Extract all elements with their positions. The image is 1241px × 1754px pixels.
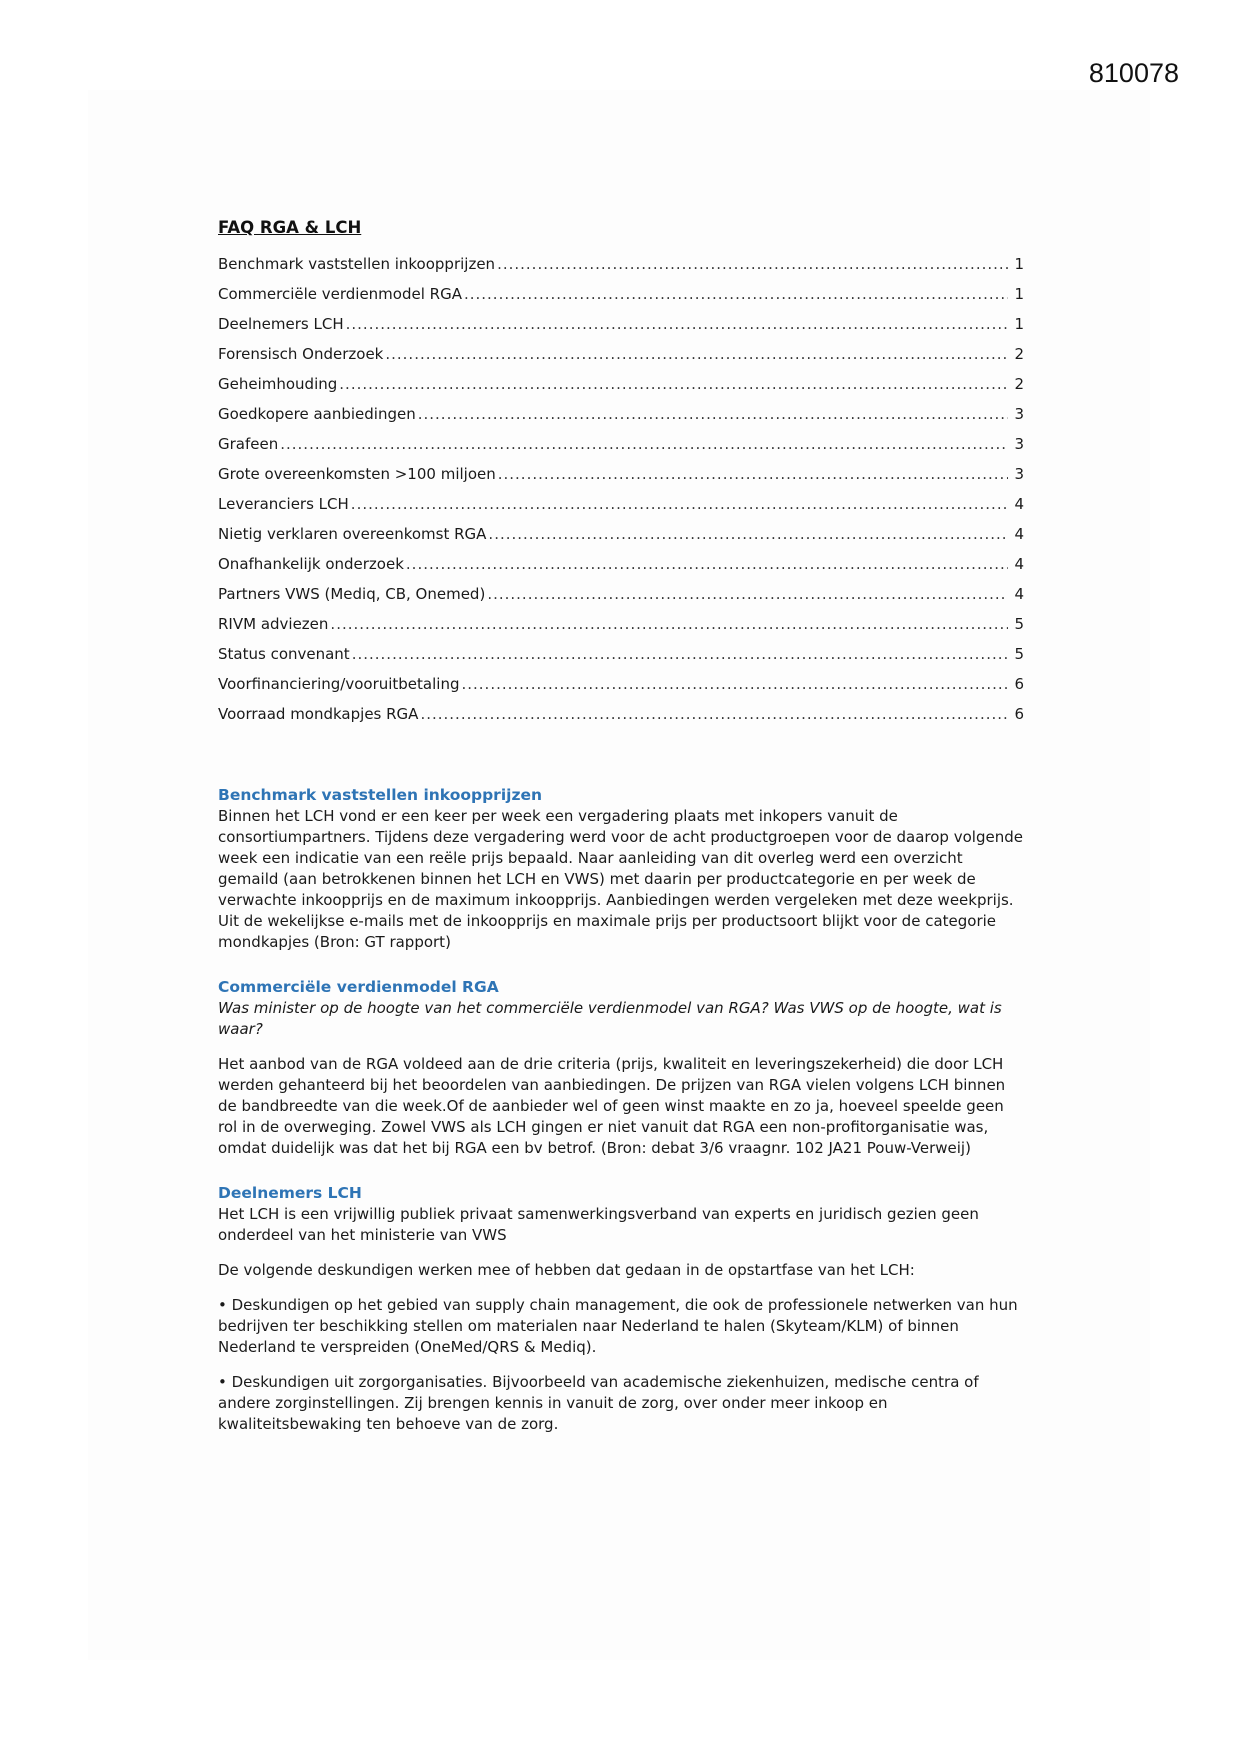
toc-label: Nietig verklaren overeenkomst RGA [218,525,487,543]
toc-page-number: 4 [1014,495,1024,513]
toc-label: Geheimhouding [218,375,338,393]
toc-page-number: 3 [1014,405,1024,423]
toc-label: Deelnemers LCH [218,315,344,333]
toc-item[interactable] [218,495,1024,525]
toc-page-number: 3 [1014,465,1024,483]
toc-leader-dots [487,585,1008,603]
section-paragraph: Het aanbod van de RGA voldeed aan de drie criteria (prijs, kwaliteit en leveringszekerheid) die door LCH werden gehanteerd bij het beoordelen van aanbiedingen. De prijzen van RGA vielen volgens LCH binnen de bandbreedte van die week.Of de aanbieder wel of geen winst maakte en zo ja, hoeveel speelde geen rol in de overweging. Zowel VWS als LCH gingen er niet vanuit dat RGA een non-profitorganisatie was, omdat duidelijk was dat het bij RGA een bv betrof. (Bron: debat 3/6 vraagnr. 102 JA21 Pouw-Verweij) [218,1055,1006,1157]
section-paragraph: Het LCH is een vrijwillig publiek privaat samenwerkingsverband van experts en juridisch gezien geen onderdeel van het ministerie van VWS [218,1205,979,1244]
toc-label: Commerciële verdienmodel RGA [218,285,462,303]
toc-item[interactable] [218,675,1024,705]
toc-item[interactable] [218,645,1024,675]
toc-page-number: 1 [1014,255,1024,273]
toc-label: Onafhankelijk onderzoek [218,555,404,573]
toc-label: Voorfinanciering/vooruitbetaling [218,675,460,693]
toc-item[interactable] [218,465,1024,495]
toc-leader-dots [385,345,1008,363]
toc-item[interactable] [218,525,1024,555]
toc-leader-dots [351,495,1009,513]
toc-item[interactable] [218,405,1024,435]
toc-leader-dots [406,555,1009,573]
section-heading: Benchmark vaststellen inkoopprijzen [218,786,543,804]
toc-item[interactable] [218,615,1024,645]
toc-page-number: 3 [1014,435,1024,453]
page-title: FAQ RGA & LCH [218,218,362,237]
toc-leader-dots [464,285,1008,303]
toc-leader-dots [280,435,1008,453]
section-paragraph: De volgende deskundigen werken mee of hebben dat gedaan in de opstartfase van het LCH: [218,1261,915,1279]
toc-item[interactable] [218,705,1024,735]
toc-leader-dots [346,315,1009,333]
toc-leader-dots [352,645,1009,663]
toc-label: Grote overeenkomsten >100 miljoen [218,465,496,483]
toc-label: Benchmark vaststellen inkoopprijzen [218,255,496,273]
toc-item[interactable] [218,285,1024,315]
toc-page-number: 6 [1014,705,1024,723]
toc-leader-dots [330,615,1008,633]
toc-leader-dots [488,525,1008,543]
toc-page-number: 2 [1014,345,1024,363]
toc-page-number: 4 [1014,585,1024,603]
section-paragraph: Binnen het LCH vond er een keer per week een vergadering plaats met inkopers vanuit de consortiumpartners. Tijdens deze vergadering werd voor de acht productgroepen voor de daarop volgende week een indicatie van een reële prijs bepaald. Naar aanleiding van dit overleg werd een overzicht gemaild (aan betrokkenen binnen het LCH en VWS) met daarin per productcategorie en per week de verwachte inkoopprijs en de maximum inkoopprijs. Aanbiedingen werden vergeleken met deze weekprijs. Uit de wekelijkse e-mails met de inkoopprijs en maximale prijs per productsoort blijkt voor de categorie mondkapjes (Bron: GT rapport) [218,807,1023,951]
toc-label: Status convenant [218,645,350,663]
toc-leader-dots [418,405,1009,423]
toc-leader-dots [339,375,1008,393]
bullet-paragraph: • Deskundigen uit zorgorganisaties. Bijvoorbeeld van academische ziekenhuizen, medische centra of andere zorginstellingen. Zij brengen kennis in vanuit de zorg, over onder meer inkoop en kwaliteitsbewaking ten behoeve van de zorg. [218,1373,979,1433]
toc-page-number: 4 [1014,555,1024,573]
section-question: Was minister op de hoogte van het commerciële verdienmodel van RGA? Was VWS op de hoogte, wat is waar? [218,999,1002,1038]
toc-item[interactable] [218,435,1024,465]
toc-label: Partners VWS (Mediq, CB, Onemed) [218,585,486,603]
section-deelnemers [218,1183,1024,1435]
toc-page-number: 1 [1014,315,1024,333]
toc-item[interactable] [218,585,1024,615]
section-verdienmodel [218,977,1024,1159]
toc-leader-dots [497,255,1008,273]
toc-page-number: 2 [1014,375,1024,393]
toc-label: Goedkopere aanbiedingen [218,405,416,423]
document-number: 810078 [1088,58,1179,88]
toc-leader-dots [461,675,1008,693]
toc-page-number: 5 [1014,645,1024,663]
toc-item[interactable] [218,375,1024,405]
toc-label: Voorraad mondkapjes RGA [218,705,419,723]
toc-item[interactable] [218,255,1024,285]
bullet-paragraph: • Deskundigen op het gebied van supply chain management, die ook de professionele netwerken van hun bedrijven ter beschikking stellen om materialen naar Nederland te halen (Skyteam/KLM) of binnen Nederland te verspreiden (OneMed/QRS & Mediq). [218,1296,1018,1356]
toc-label: Leveranciers LCH [218,495,349,513]
toc-item[interactable] [218,315,1024,345]
toc-label: Forensisch Onderzoek [218,345,384,363]
toc-page-number: 1 [1014,285,1024,303]
toc-leader-dots [420,705,1008,723]
document-content [218,218,1024,1435]
section-benchmark [218,785,1024,953]
table-of-contents [218,255,1024,735]
toc-item[interactable] [218,555,1024,585]
section-heading: Deelnemers LCH [218,1184,362,1202]
toc-page-number: 4 [1014,525,1024,543]
toc-label: RIVM adviezen [218,615,329,633]
toc-page-number: 5 [1014,615,1024,633]
section-heading: Commerciële verdienmodel RGA [218,978,499,996]
toc-item[interactable] [218,345,1024,375]
toc-leader-dots [498,465,1009,483]
toc-page-number: 6 [1014,675,1024,693]
toc-label: Grafeen [218,435,279,453]
